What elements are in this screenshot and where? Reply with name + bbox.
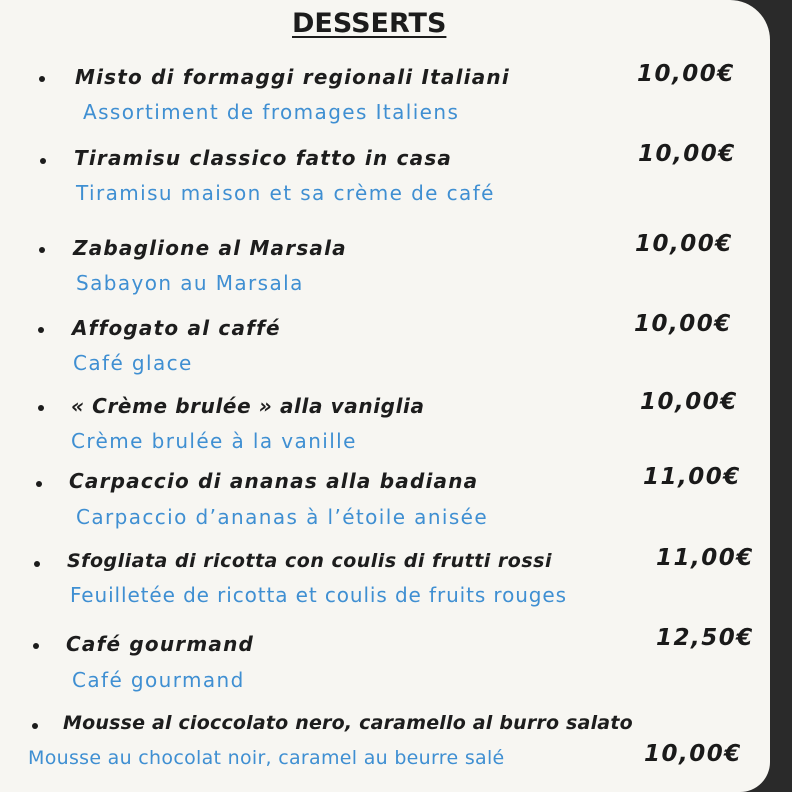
item-8-price: 12,50€ <box>656 625 754 651</box>
item-3-price: 10,00€ <box>635 231 733 257</box>
bullet-icon <box>34 561 40 567</box>
bullet-icon <box>39 247 45 253</box>
item-1-price: 10,00€ <box>637 61 735 87</box>
item-9-french: Mousse au chocolat noir, caramel au beurre salé <box>28 747 505 769</box>
item-9-italian: Mousse al cioccolato nero, caramello al burro salato <box>63 712 633 734</box>
item-6-price: 11,00€ <box>643 464 741 490</box>
item-7-price: 11,00€ <box>656 545 754 571</box>
item-1-french: Assortiment de fromages Italiens <box>83 100 460 124</box>
item-5-italian: « Crème brulée » alla vaniglia <box>71 394 425 418</box>
item-4-french: Café glace <box>73 351 193 375</box>
item-2-italian: Tiramisu classico fatto in casa <box>74 146 453 170</box>
bullet-icon <box>33 643 39 649</box>
item-5-french: Crème brulée à la vanille <box>71 429 357 453</box>
menu-title: DESSERTS <box>292 8 447 39</box>
item-7-italian: Sfogliata di ricotta con coulis di frutti rossi <box>67 550 552 572</box>
bullet-icon <box>32 723 38 729</box>
item-2-price: 10,00€ <box>638 141 736 167</box>
item-6-french: Carpaccio d’ananas à l’étoile anisée <box>76 505 489 529</box>
item-9-price: 10,00€ <box>644 741 742 767</box>
bullet-icon <box>38 405 44 411</box>
item-5-price: 10,00€ <box>640 389 738 415</box>
item-7-french: Feuilletée de ricotta et coulis de fruits rouges <box>70 583 567 607</box>
item-4-price: 10,00€ <box>634 311 732 337</box>
bullet-icon <box>38 327 44 333</box>
item-2-french: Tiramisu maison et sa crème de café <box>76 181 495 205</box>
item-1-italian: Misto di formaggi regionali Italiani <box>75 65 510 89</box>
item-6-italian: Carpaccio di ananas alla badiana <box>69 469 479 493</box>
item-3-italian: Zabaglione al Marsala <box>73 236 347 260</box>
item-8-french: Café gourmand <box>72 668 245 692</box>
bullet-icon <box>36 481 42 487</box>
bullet-icon <box>40 158 46 164</box>
item-8-italian: Café gourmand <box>66 632 255 656</box>
bullet-icon <box>39 76 45 82</box>
item-4-italian: Affogato al caffé <box>72 316 281 340</box>
item-3-french: Sabayon au Marsala <box>76 271 304 295</box>
